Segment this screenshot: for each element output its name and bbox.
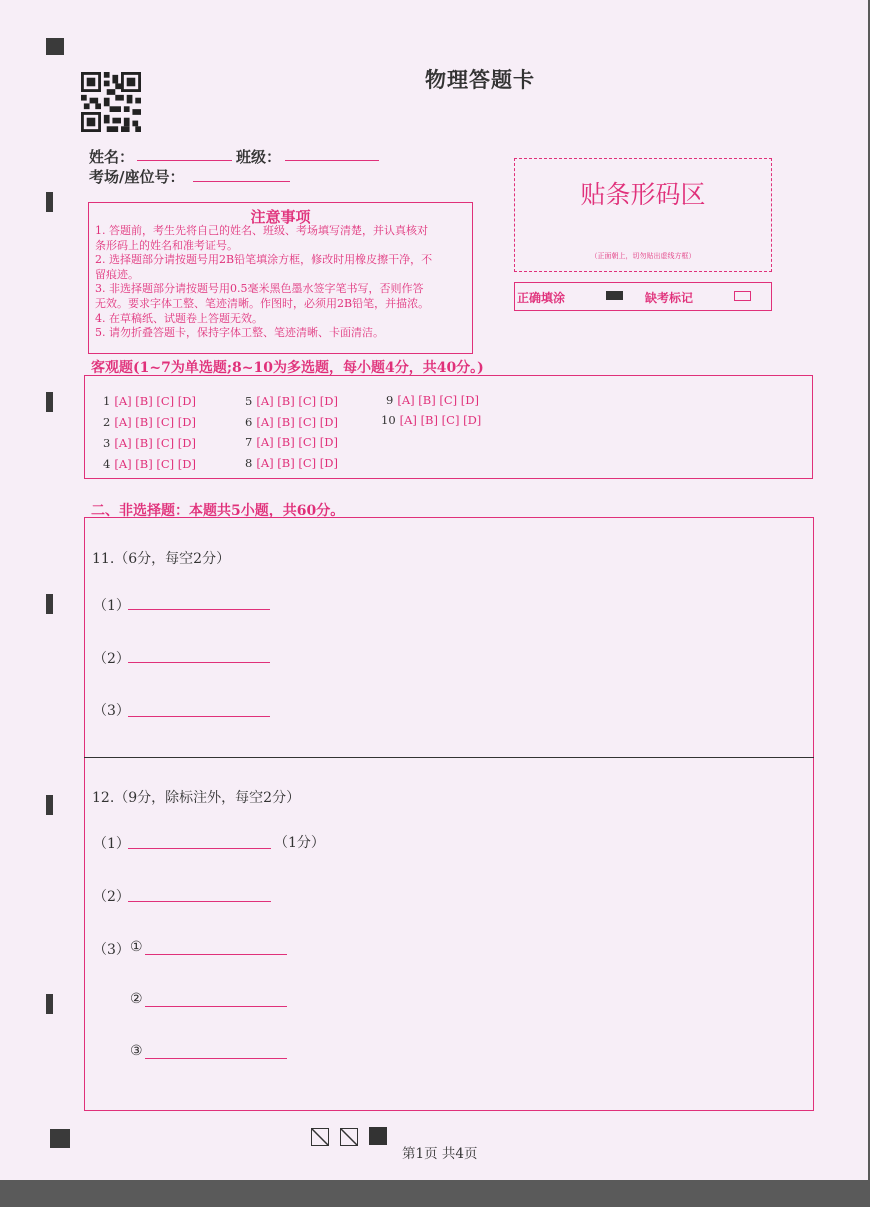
page-marker-filled xyxy=(369,1127,387,1145)
timing-mark xyxy=(46,192,53,212)
q11-blank-1-label: （1） xyxy=(93,598,130,614)
q11-blank-2-line[interactable] xyxy=(128,662,270,663)
q12-blank-1-points: （1分） xyxy=(274,835,325,851)
q12-blank-2-line[interactable] xyxy=(128,901,271,902)
notice-line: 2. 选择题部分请按题号用2B铅笔填涂方框，修改时用橡皮擦干净，不 xyxy=(95,253,433,267)
choice-options[interactable]: [A] [B] [C] [D] xyxy=(256,456,338,470)
seat-field[interactable] xyxy=(193,181,290,182)
question-number: 1 xyxy=(103,394,111,408)
q12-sub-1-line[interactable] xyxy=(145,954,287,955)
absent-mark-checkbox[interactable] xyxy=(734,291,751,301)
question-number: 4 xyxy=(103,457,111,471)
correct-fill-label: 正确填涂 xyxy=(517,291,566,305)
question-number: 9 xyxy=(386,393,394,407)
page-marker-crossed xyxy=(340,1128,358,1146)
choice-options[interactable]: [A] [B] [C] [D] xyxy=(114,436,196,450)
timing-mark xyxy=(46,594,53,614)
q11-blank-3-label: （3） xyxy=(93,703,130,719)
objective-heading: 客观题(1~7为单选题;8~10为多选题，每小题4分，共40分。) xyxy=(91,360,484,376)
barcode-area xyxy=(514,158,772,272)
notice-line: 条形码上的姓名和准考证号。 xyxy=(95,238,238,252)
absent-mark-label: 缺考标记 xyxy=(645,291,694,305)
name-label: 姓名： xyxy=(89,148,135,166)
notice-box xyxy=(88,202,473,354)
question-number: 3 xyxy=(103,436,111,450)
barcode-note: （正面朝上，切勿贴出虚线方框） xyxy=(590,252,696,260)
fill-legend xyxy=(514,282,772,311)
q12-blank-2-label: （2） xyxy=(93,889,130,905)
timing-mark xyxy=(46,392,53,412)
subjective-answer-box xyxy=(84,517,814,1111)
notice-line: 无效。要求字体工整、笔迹清晰。作图时，必须用2B铅笔，并描浓。 xyxy=(95,297,430,310)
choice-options[interactable]: [A] [B] [C] [D] xyxy=(397,393,479,407)
q12-sub-2-line[interactable] xyxy=(145,1006,287,1007)
choice-options[interactable]: [A] [B] [C] [D] xyxy=(256,394,338,408)
subjective-heading: 二、非选择题：本题共5小题，共60分。 xyxy=(91,503,345,519)
choice-row-4[interactable] xyxy=(103,457,196,471)
notice-line: 5. 请勿折叠答题卡，保持字体工整、笔迹清晰、卡面清洁。 xyxy=(95,326,384,340)
choice-row-9[interactable] xyxy=(386,393,479,407)
q12-sub-3-label: ③ xyxy=(130,1043,143,1059)
choice-options[interactable]: [A] [B] [C] [D] xyxy=(114,415,196,429)
question-number: 6 xyxy=(245,415,253,429)
name-field[interactable] xyxy=(137,160,232,161)
barcode-title: 贴条形码区 xyxy=(580,180,706,209)
choice-row-3[interactable] xyxy=(103,436,196,450)
class-label: 班级： xyxy=(236,148,282,166)
notice-title: 注意事项 xyxy=(250,208,311,226)
page-marker-crossed xyxy=(311,1128,329,1146)
corner-mark-top-left xyxy=(46,38,64,55)
question-12-title: 12.（9分，除标注外，每空2分） xyxy=(92,790,301,806)
choice-row-10[interactable] xyxy=(381,413,481,427)
page-number: 第1页 共4页 xyxy=(402,1146,478,1162)
class-field[interactable] xyxy=(285,160,379,161)
q12-sub-2-label: ② xyxy=(130,991,143,1007)
choice-options[interactable]: [A] [B] [C] [D] xyxy=(256,415,338,429)
timing-mark xyxy=(46,994,53,1014)
choice-options[interactable]: [A] [B] [C] [D] xyxy=(256,435,338,449)
choice-options[interactable]: [A] [B] [C] [D] xyxy=(114,394,196,408)
q12-blank-1-label: （1） xyxy=(93,836,130,852)
question-number: 7 xyxy=(245,435,253,449)
timing-mark xyxy=(46,795,53,815)
choice-options[interactable]: [A] [B] [C] [D] xyxy=(114,457,196,471)
notice-line: 1. 答题前，考生先将自己的姓名、班级、考场填写清楚，并认真核对 xyxy=(95,224,428,237)
choice-row-6[interactable] xyxy=(245,415,338,429)
choice-row-8[interactable] xyxy=(245,456,338,470)
notice-line: 3. 非选择题部分请按题号用0.5毫米黑色墨水签字笔书写，否则作答 xyxy=(95,282,424,296)
q11-blank-3-line[interactable] xyxy=(128,716,270,717)
filled-box-icon xyxy=(606,291,623,300)
question-number: 10 xyxy=(381,413,396,427)
q11-blank-1-line[interactable] xyxy=(128,609,270,610)
q11-blank-2-label: （2） xyxy=(93,651,130,667)
corner-mark-bottom-left xyxy=(50,1129,70,1148)
seat-label: 考场/座位号： xyxy=(89,168,185,186)
question-divider xyxy=(84,757,814,758)
question-number: 8 xyxy=(245,456,253,470)
choice-row-2[interactable] xyxy=(103,415,196,429)
choice-options[interactable]: [A] [B] [C] [D] xyxy=(399,413,482,427)
qr-code xyxy=(81,72,141,132)
notice-line: 留痕迹。 xyxy=(95,267,139,281)
choice-row-1[interactable] xyxy=(103,394,196,408)
question-11-title: 11.（6分，每空2分） xyxy=(92,551,231,567)
question-number: 5 xyxy=(245,394,253,408)
choice-row-7[interactable] xyxy=(245,435,338,449)
notice-line: 4. 在草稿纸、试题卷上答题无效。 xyxy=(95,311,263,325)
question-number: 2 xyxy=(103,415,111,429)
q12-blank-3-label: （3） xyxy=(93,942,130,958)
q12-sub-3-line[interactable] xyxy=(145,1058,287,1059)
page-title: 物理答题卡 xyxy=(425,67,535,92)
choice-row-5[interactable] xyxy=(245,394,338,408)
q12-blank-1-line[interactable] xyxy=(128,848,271,849)
q12-sub-1-label: ① xyxy=(130,939,143,955)
